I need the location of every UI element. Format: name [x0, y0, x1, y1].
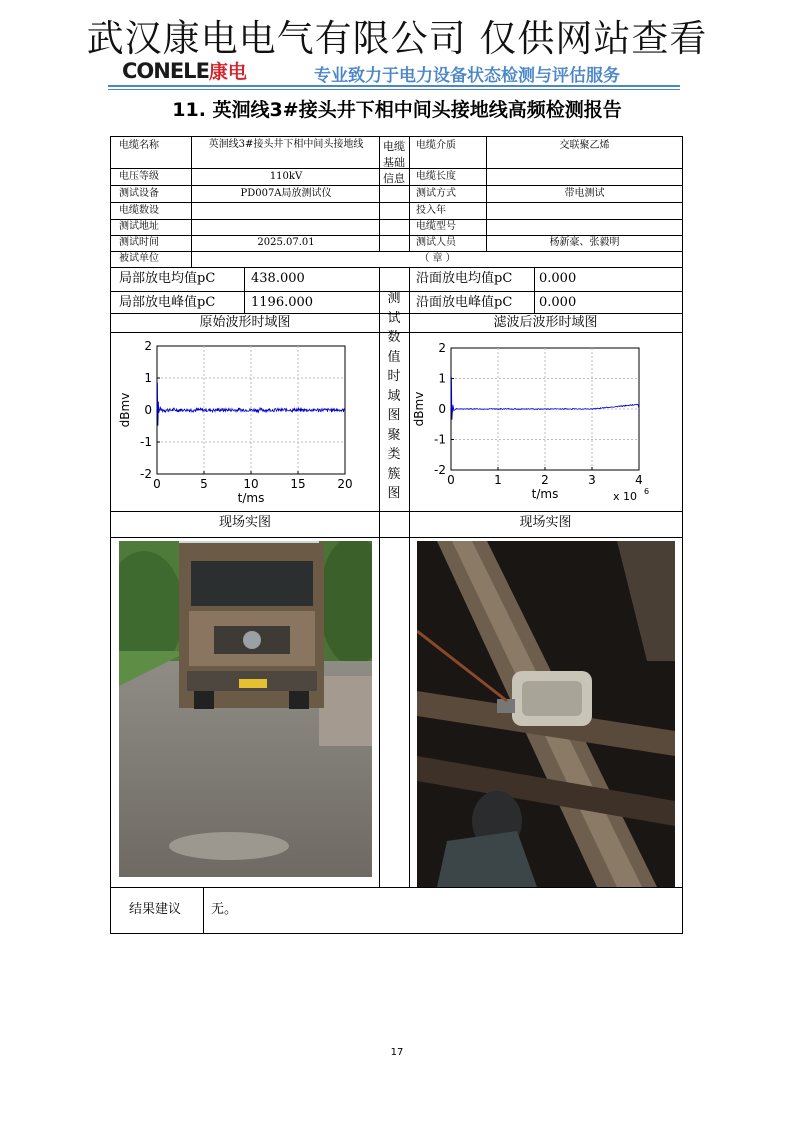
medium-value: 交联聚乙烯	[559, 140, 610, 151]
pd-peak-value: 1196.000	[251, 295, 314, 310]
x-tick-label: 20	[337, 477, 353, 491]
company-logo	[122, 57, 247, 84]
x-tick-label: 4	[635, 473, 643, 487]
report-title: 11. 英洄线3#接头井下相中间头接地线高频检测报告	[172, 99, 622, 121]
y-tick-label: 0	[438, 402, 446, 416]
cable-name-label: 电缆名称	[119, 140, 159, 151]
filtered-waveform-chart	[411, 333, 681, 509]
site-photo-truck	[119, 541, 372, 877]
raw-waveform-chart	[113, 333, 377, 509]
cable-name-value: 英洄线3#接头井下相中间头接地线	[208, 139, 364, 150]
middle-column-label: 测试数值 时域图 聚类簇图	[387, 291, 401, 501]
right-chart-title: 滤波后波形时域图	[493, 315, 598, 330]
x-tick-label: 10	[243, 477, 259, 491]
y-tick-label: 0	[144, 403, 152, 417]
y-tick-label: 2	[144, 339, 152, 353]
surface-avg-label: 沿面放电均值pC	[416, 271, 513, 286]
surface-peak-value: 0.000	[539, 295, 577, 310]
left-photo-title: 现场实图	[218, 515, 271, 530]
x-exponent: 6	[644, 487, 650, 496]
medium-label: 电缆介质	[416, 140, 456, 151]
length-label: 电缆长度	[416, 171, 456, 182]
logo-cn: 康电	[208, 61, 247, 83]
x-tick-label: 15	[290, 477, 306, 491]
pd-avg-label: 局部放电均值pC	[119, 271, 216, 286]
unit-value: （ 章 ）	[419, 253, 456, 264]
y-tick-label: -2	[434, 463, 446, 477]
surface-peak-label: 沿面放电峰值pC	[416, 295, 513, 310]
model-label: 电缆型号	[416, 221, 456, 232]
y-tick-label: 1	[144, 371, 152, 385]
y-tick-label: -1	[434, 432, 446, 447]
logo-latin: CONELE	[122, 59, 209, 83]
personnel-label: 测试人员	[416, 237, 456, 248]
y-tick-label: -1	[140, 435, 152, 449]
right-photo-title: 现场实图	[519, 515, 572, 530]
y-axis-label: dBmv	[118, 392, 132, 428]
method-label: 测试方式	[416, 188, 456, 199]
header-divider	[108, 85, 680, 87]
y-tick-label: 1	[438, 371, 446, 386]
x-tick-label: 5	[200, 477, 208, 491]
result-value: 无。	[211, 902, 238, 917]
device-value: PD007A局放测试仪	[240, 188, 332, 199]
left-chart-title: 原始波形时域图	[199, 315, 291, 330]
x-tick-label: 1	[494, 473, 502, 487]
x-tick-label: 3	[588, 473, 596, 487]
x-tick-label: 2	[541, 473, 549, 487]
watermark-text: 武汉康电电气有限公司 仅供网站查看	[86, 17, 708, 60]
company-slogan: 专业致力于电力设备状态检测与评估服务	[314, 66, 620, 86]
result-label: 结果建议	[129, 902, 182, 917]
cable-basic-info-label: 电缆基础信息	[383, 140, 405, 185]
personnel-value: 杨新豪、张毅明	[549, 237, 620, 248]
cable-count-label: 电缆数设	[119, 205, 159, 216]
time-label: 测试时间	[119, 237, 159, 248]
time-value: 2025.07.01	[257, 237, 315, 248]
x-axis-label: t/ms	[531, 487, 559, 501]
y-axis-label: dBmv	[412, 391, 426, 427]
method-value: 带电测试	[564, 188, 605, 199]
surface-avg-value: 0.000	[539, 271, 577, 286]
pd-avg-value: 438.000	[251, 271, 305, 286]
site-photo-cable	[417, 541, 675, 887]
x-multiplier: x 10	[612, 490, 638, 503]
page-number: 17	[390, 1047, 404, 1058]
x-tick-label: 0	[153, 477, 161, 491]
voltage-value: 110kV	[269, 171, 303, 182]
report-table	[110, 136, 683, 934]
address-label: 测试地址	[119, 221, 159, 232]
device-label: 测试设备	[119, 188, 159, 199]
year-label: 投入年	[416, 205, 446, 216]
y-tick-label: -2	[140, 467, 152, 481]
unit-label: 被试单位	[119, 253, 159, 264]
x-tick-label: 0	[447, 473, 455, 487]
voltage-label: 电压等级	[119, 171, 159, 182]
y-tick-label: 2	[438, 341, 446, 355]
x-axis-label: t/ms	[237, 491, 265, 505]
header-divider-thin	[108, 89, 680, 90]
pd-peak-label: 局部放电峰值pC	[119, 295, 216, 310]
